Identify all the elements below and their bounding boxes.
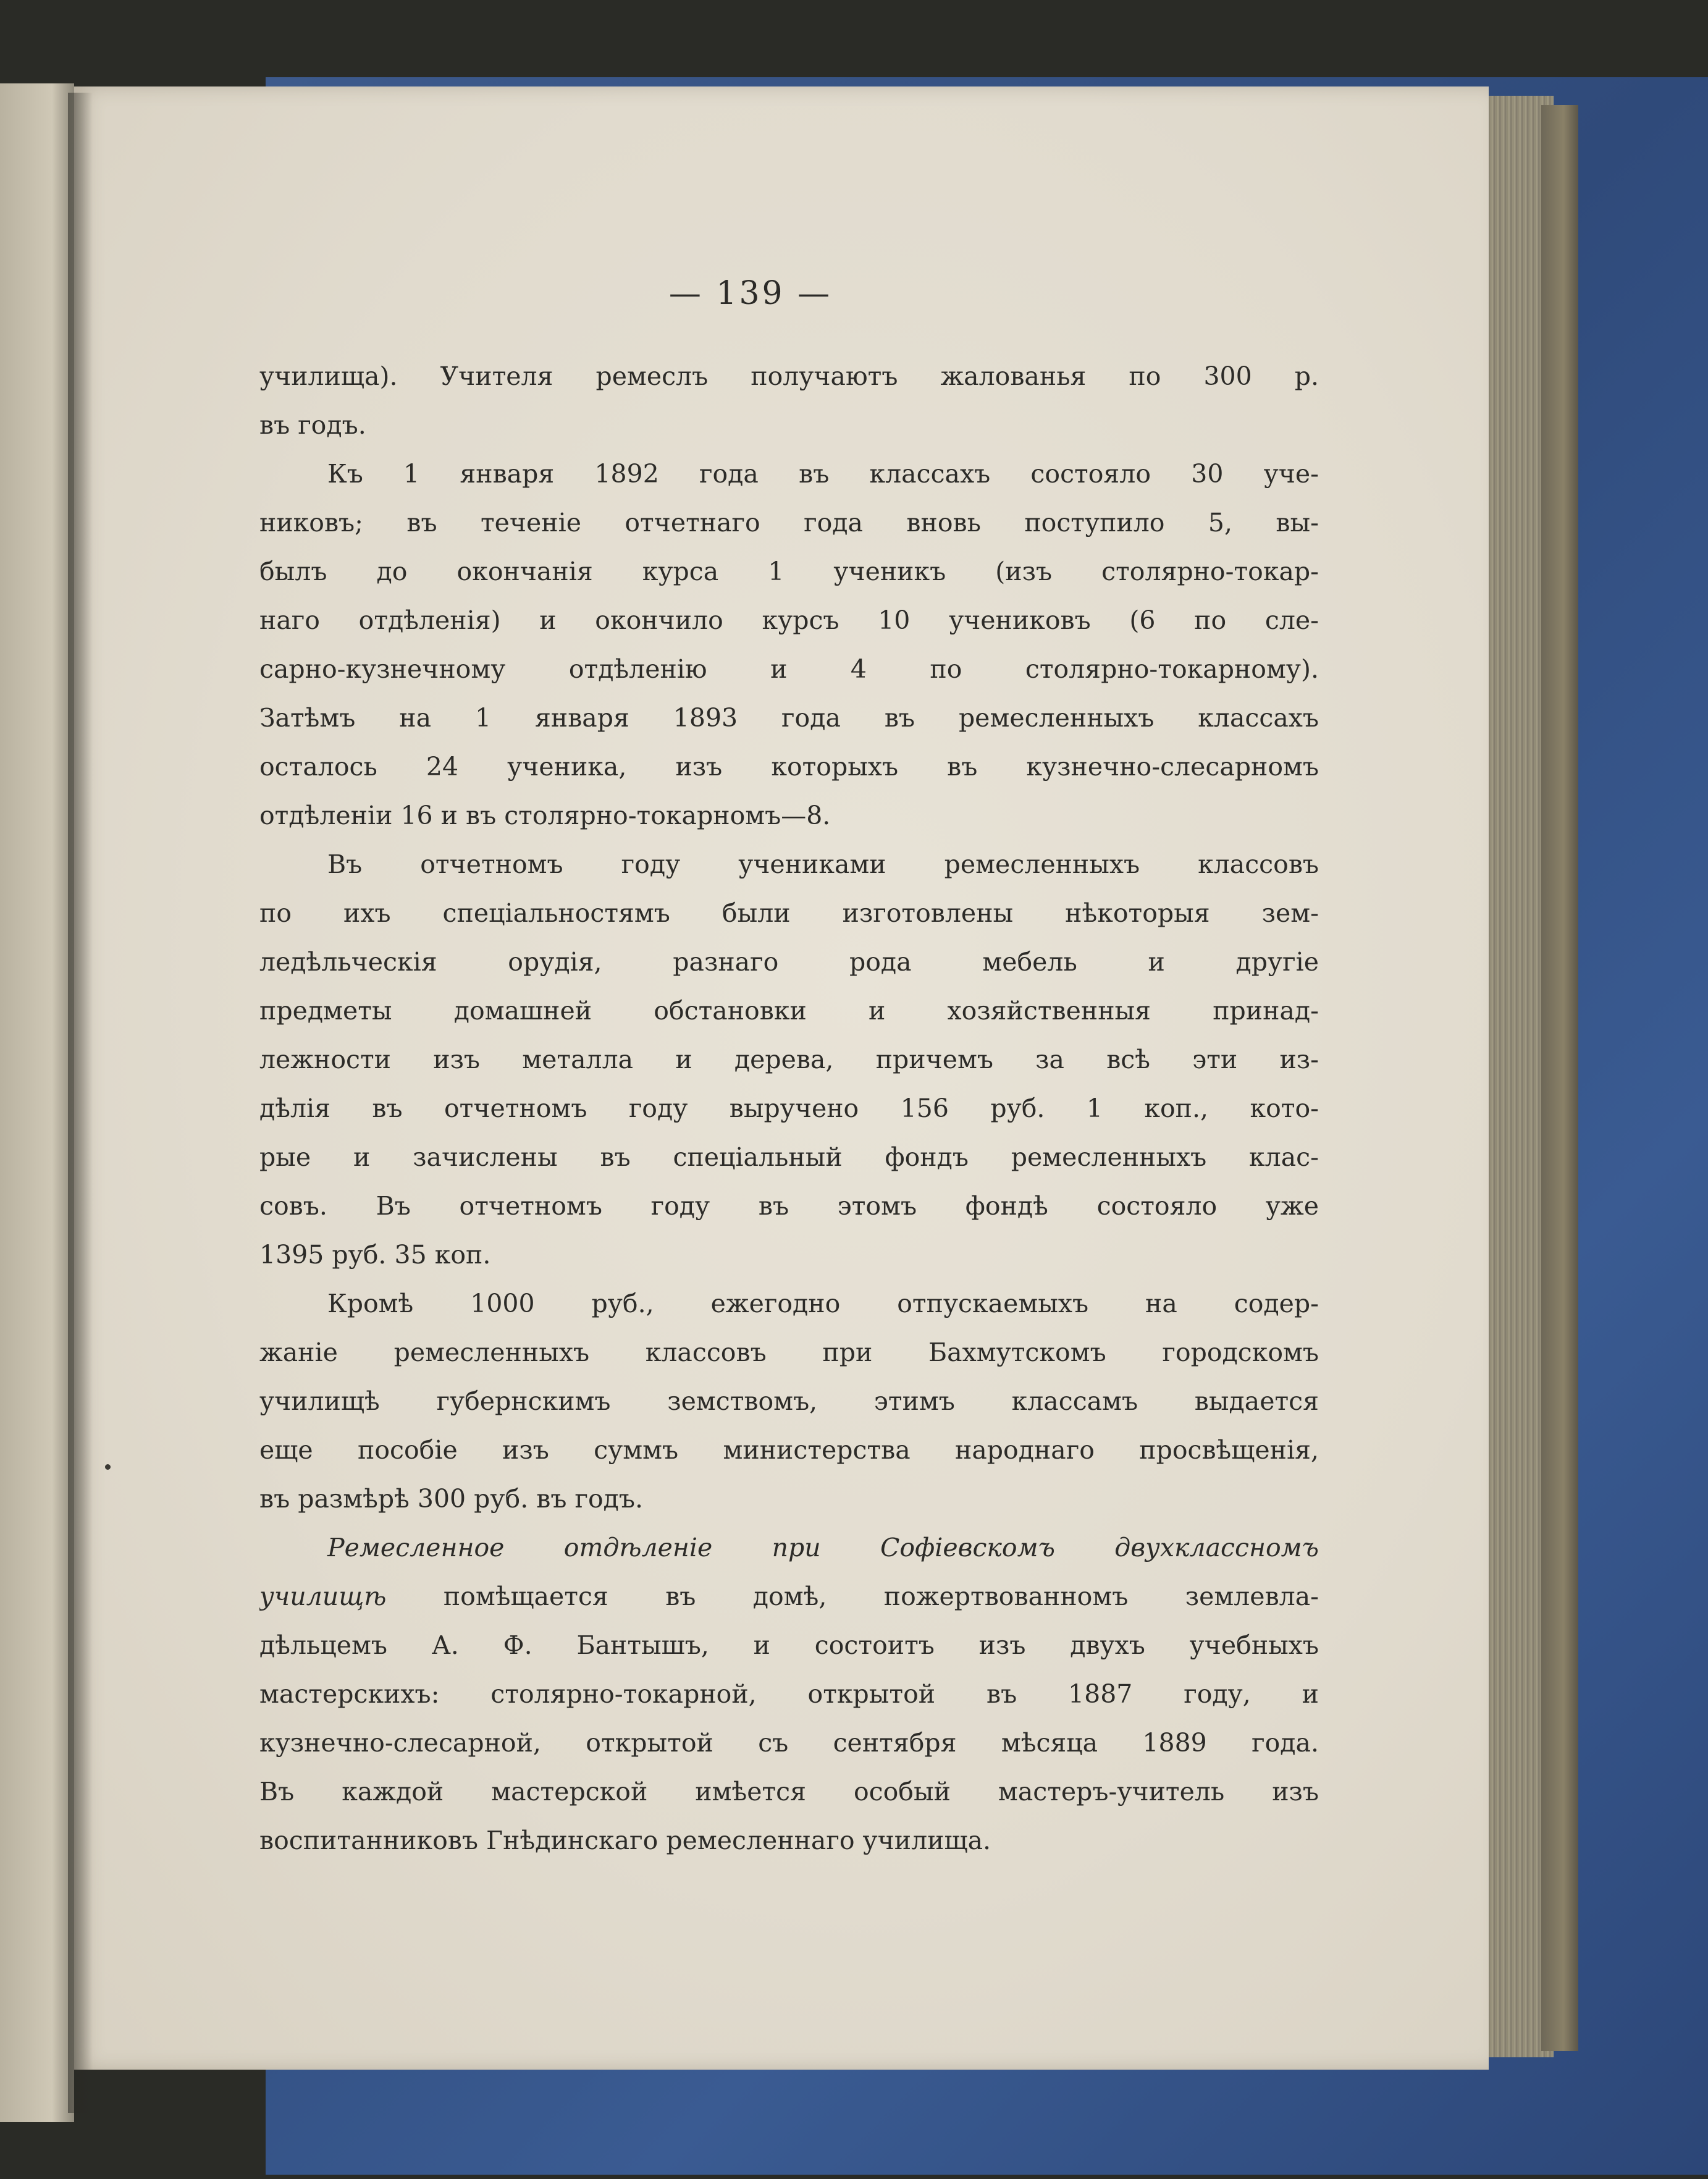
text-line: отдѣленіи 16 и въ столярно-токарномъ—8. <box>259 801 831 830</box>
text-line: еще пособіе изъ суммъ министерства народнаго просвѣщенія, <box>259 1435 1319 1465</box>
text-line: рые и зачислены въ спеціальный фондъ ремесленныхъ клас- <box>259 1142 1319 1172</box>
text-line: по ихъ спеціальностямъ были изготовлены нѣкоторыя зем- <box>259 898 1319 928</box>
text-line: совъ. Въ отчетномъ году въ этомъ фондѣ состояло уже <box>259 1191 1319 1221</box>
text-line: Кромѣ 1000 руб., ежегодно отпускаемыхъ на содер- <box>327 1289 1319 1318</box>
text-line: воспитанниковъ Гнѣдинскаго ремесленнаго училища. <box>259 1826 991 1855</box>
text-line: сарно-кузнечному отдѣленію и 4 по столярно-токарному). <box>259 654 1319 684</box>
text-line: дѣльцемъ А. Ф. Бантышъ, и состоитъ изъ двухъ учебныхъ <box>259 1630 1319 1660</box>
text-line: училища). Учителя ремеслъ получаютъ жалованья по 300 р. <box>259 361 1319 391</box>
text-line: училищѣ губернскимъ земствомъ, этимъ классамъ выдается <box>259 1386 1319 1416</box>
text-line: мастерскихъ: столярно-токарной, открытой въ 1887 году, и <box>259 1679 1319 1709</box>
text-line: Къ 1 января 1892 года въ классахъ состояло 30 уче- <box>327 459 1319 489</box>
text-line <box>259 1572 1319 1621</box>
text-line: осталось 24 ученика, изъ которыхъ въ кузнечно-слесарномъ <box>259 752 1319 782</box>
page-edges-outer <box>1541 105 1578 2051</box>
page-text-body <box>259 352 1319 1865</box>
text-line: Въ отчетномъ году учениками ремесленныхъ классовъ <box>327 849 1319 879</box>
text-line: Затѣмъ на 1 января 1893 года въ ремесленныхъ классахъ <box>259 703 1319 733</box>
text-line: 1395 руб. 35 коп. <box>259 1240 491 1270</box>
text-line: былъ до окончанія курса 1 ученикъ (изъ столярно-токар- <box>259 557 1319 586</box>
text-line: никовъ; въ теченіе отчетнаго года вновь поступило 5, вы- <box>259 508 1319 537</box>
text-line: жаніе ремесленныхъ классовъ при Бахмутскомъ городскомъ <box>259 1338 1319 1367</box>
text-line: ледѣльческія орудія, разнаго рода мебель и другіе <box>259 947 1319 977</box>
text-line: Въ каждой мастерской имѣется особый мастеръ-учитель изъ <box>259 1777 1319 1806</box>
text-line: предметы домашней обстановки и хозяйственныя принад- <box>259 996 1319 1026</box>
italic-word: училищѣ <box>259 1582 387 1611</box>
text-line: въ размѣрѣ 300 руб. въ годъ. <box>259 1484 644 1514</box>
left-facing-page <box>0 83 74 2122</box>
gutter-shadow <box>68 93 93 2113</box>
text-line: наго отдѣленія) и окончило курсъ 10 учениковъ (6 по сле- <box>259 605 1319 635</box>
text-line: Ремесленное отдѣленіе при Софіевскомъ двухклассномъ <box>327 1533 1319 1562</box>
text-line: въ годъ. <box>259 410 366 440</box>
page-number: — 139 — <box>668 275 833 312</box>
text-line: дѣлія въ отчетномъ году выручено 156 руб. 1 коп., кото- <box>259 1094 1319 1123</box>
text-line: лежности изъ металла и дерева, причемъ за всѣ эти из- <box>259 1045 1319 1074</box>
book-page <box>74 86 1489 2070</box>
text-line: кузнечно-слесарной, открытой съ сентября мѣсяца 1889 года. <box>259 1728 1319 1758</box>
line-rest: помѣщается въ домѣ, пожертвованномъ землевла- <box>386 1582 1319 1611</box>
ink-dot <box>105 1464 111 1470</box>
